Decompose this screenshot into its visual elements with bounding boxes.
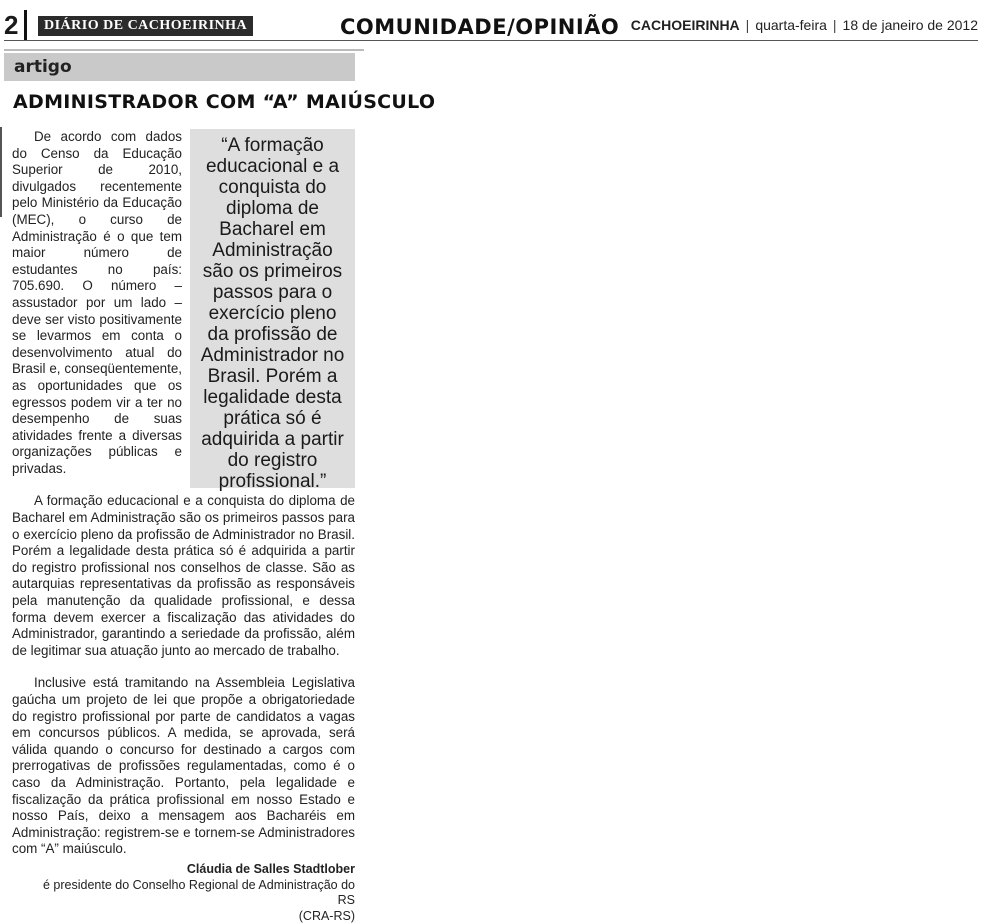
article-body (12, 129, 355, 858)
dateline-separator: | (833, 17, 837, 33)
section-title: COMUNIDADE/OPINIÃO (340, 14, 619, 40)
masthead (0, 0, 988, 46)
page-number-divider (24, 10, 27, 40)
article-kicker: artigo (4, 53, 355, 81)
article-paragraph: A formação educacional e a conquista do diploma de Bacharel em Administração são os primeiros passos para o exercício pleno da profissão de Administrador no Brasil. Porém a legalidade desta prática só é adquirida a partir do registro profissional nos conselhos de classe. São as autarquias representativas da profissão as responsáveis pela manutenção da qualidade profissional, e dessa forma devem exercer a fiscalização das atividades do Administrador, garantindo a seriedade da profissão, além de legitimar sua atuação junto ao mercado de trabalho. (12, 493, 355, 659)
margin-rule (0, 127, 2, 217)
pull-quote: “A formação educacional e a conquista do diploma de Bacharel em Administração são os primeiros passos para o exercício pleno da profissão de Administrador no Brasil. Porém a legalidade desta prática só é adquirida a partir do registro profissional.” (190, 129, 355, 488)
page-number: 2 (4, 10, 17, 40)
header-rule (4, 40, 978, 41)
author-name: Cláudia de Salles Stadtlober (25, 862, 355, 878)
dateline-weekday: quarta-feira (755, 17, 827, 33)
dateline-city: CACHOEIRINHA (631, 17, 740, 33)
article (0, 52, 360, 912)
author-role: é presidente do Conselho Regional de Administração do RS (25, 878, 355, 909)
dateline-date: 18 de janeiro de 2012 (843, 17, 978, 33)
author-signature (25, 862, 355, 924)
article-headline: ADMINISTRADOR COM “A” MAIÚSCULO (13, 90, 435, 114)
newspaper-logo: DIÁRIO DE CACHOEIRINHA (38, 16, 253, 36)
author-organization: (CRA-RS) (25, 909, 355, 924)
section-rule (4, 49, 364, 51)
dateline-separator: | (746, 17, 750, 33)
article-paragraph: Inclusive está tramitando na Assembleia Legislativa gaúcha um projeto de lei que propõe a obrigatoriedade do registro profissional por parte de candidatos a vagas em concursos públicos. A medida, se aprovada, será válida quando o concurso for destinado a cargos com prerrogativas de profissões regulamentadas, como é o caso da Administração. Portanto, pela legalidade e fiscalização da prática profissional em nosso Estado e nosso País, deixo a mensagem aos Bacharéis em Administração: registrem-se e tornem-se Administradores com “A” maiúsculo. (12, 675, 355, 858)
dateline (631, 14, 978, 36)
article-paragraph: De acordo com dados do Censo da Educação Superior de 2010, divulgados recentemente pelo Ministério da Educação (MEC), o curso de Administração é o que tem maior número de estudantes no país: 705.690. O número – assustador por um lado – deve ser visto positivamente se levarmos em conta o desenvolvimento atual do Brasil e, conseqüentemente, as oportunidades que os egressos podem vir a ter no desempenho de suas atividades frente a diversas organizações públicas e privadas. (12, 129, 355, 477)
